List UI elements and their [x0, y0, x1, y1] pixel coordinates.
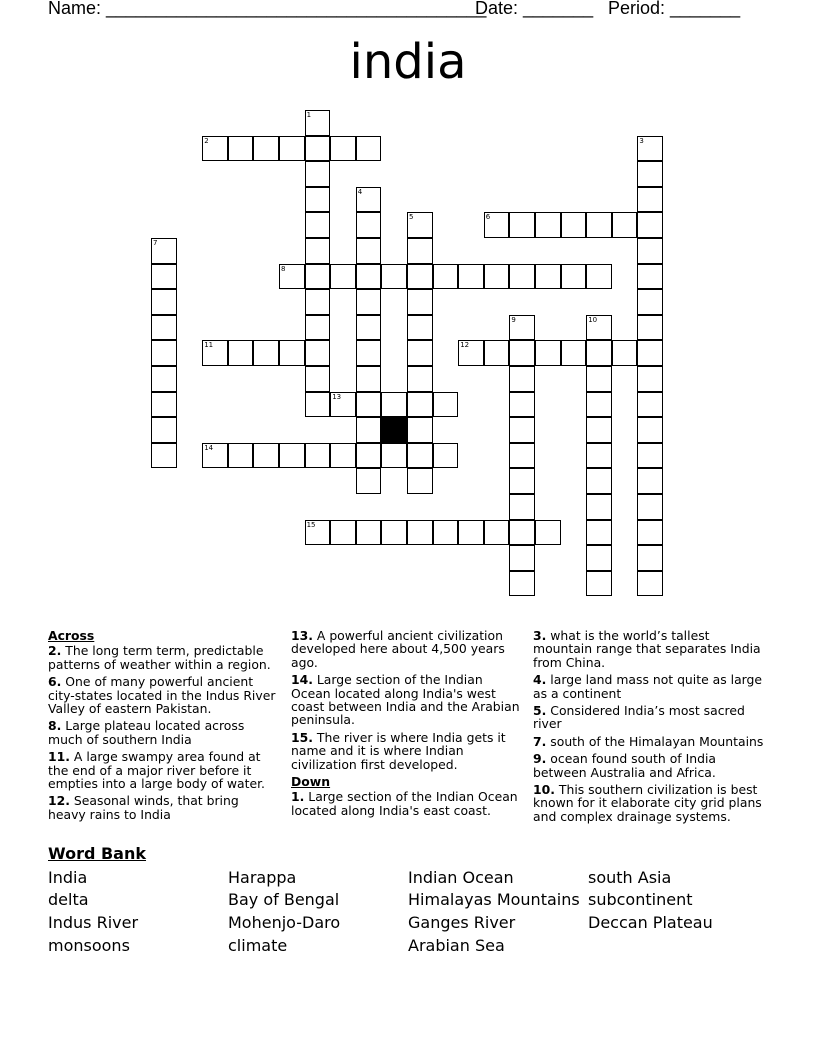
crossword-cell[interactable]	[305, 315, 331, 341]
crossword-cell[interactable]	[407, 392, 433, 418]
crossword-cell[interactable]	[484, 340, 510, 366]
clue-number: 10	[588, 315, 598, 324]
crossword-cell[interactable]	[535, 340, 561, 366]
crossword-cell[interactable]	[433, 264, 459, 290]
crossword-cell[interactable]	[407, 468, 433, 494]
crossword-cell[interactable]	[305, 340, 331, 366]
word-bank-item: Indian Ocean	[408, 868, 514, 887]
crossword-cell[interactable]	[586, 443, 612, 469]
clue-number: 14	[204, 443, 214, 452]
crossword-cell[interactable]	[305, 187, 331, 213]
crossword-cell[interactable]	[151, 289, 177, 315]
word-bank-title: Word Bank	[48, 844, 147, 863]
clue-number: 13	[332, 392, 342, 401]
crossword-cell[interactable]	[637, 468, 663, 494]
crossword-cell[interactable]	[637, 366, 663, 392]
crossword-cell[interactable]	[637, 443, 663, 469]
crossword-cell[interactable]	[253, 443, 279, 469]
crossword-cell[interactable]	[151, 340, 177, 366]
crossword-cell[interactable]	[381, 520, 407, 546]
crossword-cell[interactable]	[637, 264, 663, 290]
crossword-cell[interactable]	[151, 264, 177, 290]
clue-down-9: 9. ocean found south of India between Australia and Africa.	[533, 751, 716, 780]
crossword-cell[interactable]	[509, 443, 535, 469]
clue-across-13: 13. A powerful ancient civilization developed here about 4,500 years ago.	[291, 628, 505, 670]
clue-number: 12	[460, 341, 470, 350]
crossword-cell[interactable]	[637, 187, 663, 213]
clue-down-1: 1. Large section of the Indian Ocean located along India's east coast.	[291, 789, 518, 818]
clue-down-7: 7. south of the Himalayan Mountains	[533, 733, 764, 749]
word-bank-item: delta	[48, 890, 89, 909]
crossword-cell[interactable]	[509, 571, 535, 597]
crossword-cell[interactable]	[330, 136, 356, 162]
crossword-cell[interactable]	[330, 520, 356, 546]
crossword-cell[interactable]	[586, 468, 612, 494]
crossword-cell[interactable]	[637, 520, 663, 546]
word-bank-item: Himalayas Mountains	[408, 890, 580, 909]
crossword-cell[interactable]	[484, 264, 510, 290]
crossword-cell[interactable]	[637, 392, 663, 418]
clue-number: 6	[485, 213, 491, 222]
word-bank-item: monsoons	[48, 936, 130, 955]
crossword-cell[interactable]	[561, 212, 587, 238]
crossword-cell[interactable]	[228, 340, 254, 366]
clue-number: 15	[306, 520, 316, 529]
crossword-cell[interactable]	[407, 315, 433, 341]
crossword-cell[interactable]	[612, 340, 638, 366]
crossword-cell[interactable]	[407, 366, 433, 392]
crossword-cell[interactable]	[305, 443, 331, 469]
clue-across-12: 12. Seasonal winds, that bring heavy rains to India	[48, 793, 239, 822]
period-field[interactable]: Period: _______	[608, 0, 741, 18]
crossword-cell[interactable]	[433, 392, 459, 418]
crossword-cell[interactable]	[433, 520, 459, 546]
clue-across-6: 6. One of many powerful ancient city-states located in the Indus River Valley of eastern Pakistan.	[48, 674, 276, 717]
crossword-cell[interactable]	[279, 443, 305, 469]
crossword-cell[interactable]	[356, 468, 382, 494]
crossword-cell[interactable]	[586, 494, 612, 520]
crossword-cell[interactable]	[305, 212, 331, 238]
crossword-cell[interactable]	[637, 494, 663, 520]
word-bank-item: India	[48, 868, 88, 887]
crossword-cell[interactable]	[637, 571, 663, 597]
crossword-cell[interactable]	[356, 315, 382, 341]
word-bank-item: Mohenjo-Daro	[228, 913, 341, 932]
crossword-cell[interactable]	[381, 392, 407, 418]
word-bank-item: Arabian Sea	[408, 936, 505, 955]
crossword-cell[interactable]	[253, 136, 279, 162]
crossword-cell[interactable]	[279, 136, 305, 162]
crossword-cell[interactable]	[305, 392, 331, 418]
crossword-cell[interactable]	[509, 366, 535, 392]
crossword-cell[interactable]	[586, 340, 612, 366]
crossword-cell[interactable]	[381, 443, 407, 469]
crossword-cell[interactable]	[356, 417, 382, 443]
crossword-cell[interactable]	[637, 238, 663, 264]
crossword-cell[interactable]	[637, 340, 663, 366]
clue-across-8: 8. Large plateau located across much of southern India	[48, 718, 245, 747]
crossword-cell[interactable]	[407, 264, 433, 290]
crossword-cell[interactable]	[509, 545, 535, 571]
crossword-cell[interactable]	[637, 289, 663, 315]
crossword-cell[interactable]	[509, 468, 535, 494]
clue-across-2: 2. The long term term, predictable patterns of weather within a region.	[48, 643, 271, 672]
crossword-cell[interactable]	[253, 340, 279, 366]
crossword-cell[interactable]	[586, 264, 612, 290]
crossword-cell[interactable]	[356, 289, 382, 315]
crossword-cell[interactable]	[407, 417, 433, 443]
clue-number: 1	[306, 111, 312, 119]
crossword-cell[interactable]	[458, 264, 484, 290]
name-field[interactable]: Name: ______________________________________	[48, 0, 487, 18]
crossword-cell[interactable]	[484, 520, 510, 546]
crossword-cell[interactable]	[586, 392, 612, 418]
crossword-cell[interactable]	[356, 392, 382, 418]
clue-number: 5	[409, 213, 414, 222]
crossword-cell[interactable]	[305, 238, 331, 264]
clue-down-3: 3. what is the world’s tallest mountain range that separates India from China.	[533, 628, 761, 670]
crossword-cell[interactable]	[586, 212, 612, 238]
crossword-cell[interactable]	[356, 366, 382, 392]
crossword-cell[interactable]	[458, 520, 484, 546]
crossword-cell[interactable]	[407, 289, 433, 315]
clues-column-1	[48, 629, 276, 825]
crossword-cell[interactable]	[330, 264, 356, 290]
crossword-cell[interactable]	[381, 264, 407, 290]
crossword-cell[interactable]	[228, 443, 254, 469]
crossword-cell[interactable]	[151, 443, 177, 469]
crossword-cell[interactable]	[637, 315, 663, 341]
puzzle-title: india	[349, 34, 467, 90]
clue-down-10: 10. This southern civilization is best known for it elaborate city grid plans and complex drainage systems.	[533, 782, 762, 824]
crossword-cell[interactable]	[561, 340, 587, 366]
crossword-cell[interactable]	[586, 417, 612, 443]
crossword-cell[interactable]	[407, 520, 433, 546]
crossword-cell[interactable]	[637, 212, 663, 238]
word-bank-item: Ganges River	[408, 913, 516, 932]
crossword-cell[interactable]	[612, 212, 638, 238]
crossword-cell[interactable]	[356, 340, 382, 366]
crossword-cell[interactable]	[305, 136, 331, 162]
word-bank-item: Harappa	[228, 868, 297, 887]
clues-column-2	[291, 629, 521, 821]
crossword-cell[interactable]	[151, 392, 177, 418]
crossword-cell[interactable]	[509, 520, 535, 546]
crossword-cell[interactable]	[407, 340, 433, 366]
clue-down-4: 4. large land mass not quite as large as a continent	[533, 672, 763, 701]
crossword-cell[interactable]	[228, 136, 254, 162]
down-heading: Down	[291, 774, 331, 790]
crossword-cell[interactable]	[509, 340, 535, 366]
word-bank-item: south Asia	[588, 868, 672, 887]
crossword-cell[interactable]	[535, 212, 561, 238]
crossword-cell[interactable]	[586, 545, 612, 571]
crossword-cell[interactable]	[356, 264, 382, 290]
crossword-cell[interactable]	[356, 212, 382, 238]
crossword-cell[interactable]	[151, 417, 177, 443]
crossword-cell[interactable]	[356, 238, 382, 264]
crossword-cell[interactable]	[637, 161, 663, 187]
crossword-cell[interactable]	[305, 161, 331, 187]
crossword-cell[interactable]	[535, 264, 561, 290]
crossword-cell[interactable]	[535, 520, 561, 546]
crossword-cell[interactable]	[305, 264, 331, 290]
crossword-cell[interactable]	[407, 443, 433, 469]
clue-across-14: 14. Large section of the Indian Ocean located along India's west coast between India and the Arabian peninsula.	[291, 672, 520, 728]
crossword-cell[interactable]	[151, 315, 177, 341]
crossword-cell[interactable]	[330, 443, 356, 469]
crossword-cell[interactable]	[305, 289, 331, 315]
clue-number: 2	[204, 136, 209, 145]
crossword-cell[interactable]	[509, 392, 535, 418]
crossword-cell[interactable]	[305, 366, 331, 392]
black-cell	[381, 417, 407, 443]
clue-number: 7	[153, 239, 158, 247]
clue-across-15: 15. The river is where India gets it name and it is where Indian civilization first developed.	[291, 729, 506, 772]
crossword-cell[interactable]	[509, 264, 535, 290]
crossword-cell[interactable]	[586, 520, 612, 546]
clues-column-3	[533, 629, 765, 827]
word-bank-item: subcontinent	[588, 890, 693, 909]
crossword-cell[interactable]	[561, 264, 587, 290]
word-bank-item: Deccan Plateau	[588, 913, 713, 932]
date-field[interactable]: Date: _______	[475, 0, 594, 18]
crossword-cell[interactable]	[586, 366, 612, 392]
clue-down-5: 5. Considered India’s most sacred river	[533, 703, 745, 732]
clue-number: 11	[204, 341, 214, 350]
clue-across-11: 11. A large swampy area found at the end of a major river before it empties into a large body of water.	[48, 749, 265, 792]
crossword-cell[interactable]	[356, 443, 382, 469]
crossword-cell[interactable]	[433, 443, 459, 469]
across-heading: Across	[48, 628, 95, 643]
word-bank-item: Indus River	[48, 913, 139, 932]
crossword-cell[interactable]	[279, 340, 305, 366]
crossword-cell[interactable]	[509, 212, 535, 238]
crossword-cell[interactable]	[356, 520, 382, 546]
word-bank-item: Bay of Bengal	[228, 890, 340, 909]
crossword-cell[interactable]	[509, 494, 535, 520]
crossword-cell[interactable]	[407, 238, 433, 264]
clue-number: 3	[639, 136, 644, 145]
crossword-cell[interactable]	[637, 417, 663, 443]
crossword-cell[interactable]	[151, 366, 177, 392]
crossword-cell[interactable]	[509, 417, 535, 443]
crossword-cell[interactable]	[356, 136, 382, 162]
crossword-cell[interactable]	[637, 545, 663, 571]
word-bank-item: climate	[228, 936, 288, 955]
clue-number: 8	[281, 264, 286, 273]
crossword-cell[interactable]	[586, 571, 612, 597]
clue-number: 4	[357, 187, 363, 196]
clue-number: 9	[511, 315, 516, 324]
